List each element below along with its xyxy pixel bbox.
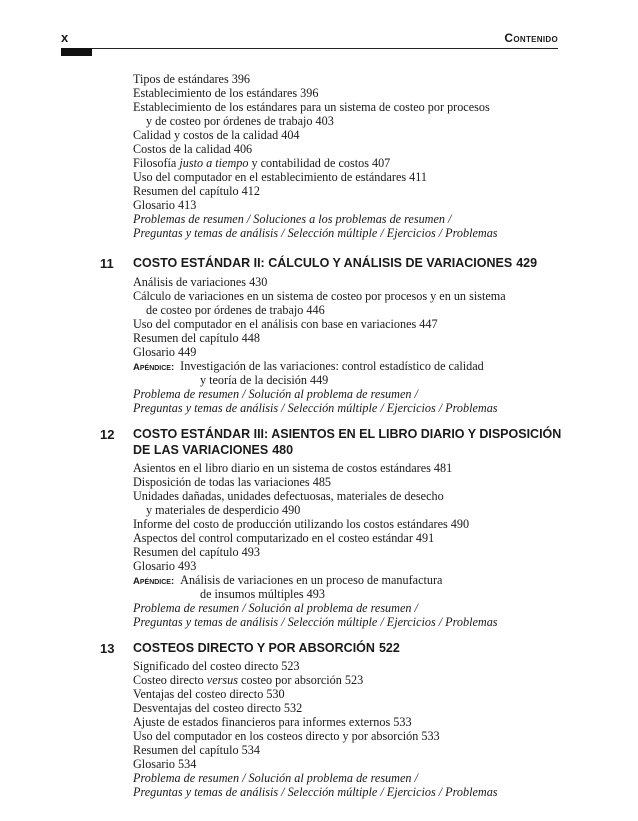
toc-entry: Establecimiento de los estándares para un sistema de costeo por procesos bbox=[133, 100, 490, 114]
toc-entry bbox=[133, 673, 363, 687]
toc-text: costeo por absorción 523 bbox=[237, 673, 364, 687]
toc-entry: Ventajas del costeo directo 530 bbox=[133, 687, 285, 701]
appendix-entry-continued: y teoría de la decisión 449 bbox=[200, 373, 329, 387]
toc-problems-line: Problemas de resumen / Soluciones a los problemas de resumen / bbox=[133, 212, 452, 226]
chapter-page: 429 bbox=[516, 256, 538, 270]
toc-entry-continued: y materiales de desperdicio 490 bbox=[146, 503, 301, 517]
appendix-entry-continued: de insumos múltiples 493 bbox=[200, 587, 325, 601]
page-numeral: x bbox=[61, 30, 69, 45]
toc-entry: Resumen del capítulo 534 bbox=[133, 743, 260, 757]
appendix-text: Análisis de variaciones en un proceso de manufactura bbox=[180, 573, 443, 587]
toc-entry: Informe del costo de producción utilizando los costos estándares 490 bbox=[133, 517, 470, 531]
toc-entry: Calidad y costos de la calidad 404 bbox=[133, 128, 300, 142]
chapter-title-text: COSTEOS DIRECTO Y POR ABSORCIÓN bbox=[133, 641, 375, 655]
toc-entry: Análisis de variaciones 430 bbox=[133, 275, 268, 289]
chapter-title bbox=[133, 640, 400, 656]
toc-problems-line: Preguntas y temas de análisis / Selección múltiple / Ejercicios / Problemas bbox=[133, 785, 498, 799]
chapter-title-text: COSTO ESTÁNDAR II: CÁLCULO Y ANÁLISIS DE VARIACIONES bbox=[133, 256, 513, 270]
toc-entry: Glosario 493 bbox=[133, 559, 197, 573]
toc-text: y contabilidad de costos 407 bbox=[248, 156, 391, 170]
toc-entry: Ajuste de estados financieros para informes externos 533 bbox=[133, 715, 412, 729]
toc-text: Filosofía bbox=[133, 156, 180, 170]
toc-entry: Uso del computador en el análisis con base en variaciones 447 bbox=[133, 317, 438, 331]
chapter-number: 12 bbox=[100, 427, 115, 442]
toc-problems-line: Preguntas y temas de análisis / Selección múltiple / Ejercicios / Problemas bbox=[133, 615, 498, 629]
toc-entry-continued: y de costeo por órdenes de trabajo 403 bbox=[146, 114, 334, 128]
chapter-title bbox=[133, 255, 537, 271]
chapter-title-text: DE LAS VARIACIONES bbox=[133, 443, 269, 457]
chapter-number: 11 bbox=[100, 256, 114, 271]
toc-text-italic: justo a tiempo bbox=[179, 156, 249, 170]
chapter-number: 13 bbox=[100, 641, 115, 656]
toc-entry: Cálculo de variaciones en un sistema de costeo por procesos y en un sistema bbox=[133, 289, 506, 303]
toc-entry: Resumen del capítulo 493 bbox=[133, 545, 260, 559]
toc-entry: Uso del computador en el establecimiento de estándares 411 bbox=[133, 170, 427, 184]
toc-problems-line: Preguntas y temas de análisis / Selección múltiple / Ejercicios / Problemas bbox=[133, 401, 498, 415]
chapter-title-line-2 bbox=[133, 442, 293, 458]
chapter-title-line-1: COSTO ESTÁNDAR III: ASIENTOS EN EL LIBRO DIARIO Y DISPOSICIÓN bbox=[133, 427, 562, 441]
toc-entry: Disposición de todas las variaciones 485 bbox=[133, 475, 332, 489]
toc-entry: Resumen del capítulo 412 bbox=[133, 184, 260, 198]
toc-entry bbox=[133, 156, 390, 170]
running-header: Contenido bbox=[504, 31, 558, 45]
toc-problems-line: Preguntas y temas de análisis / Selección múltiple / Ejercicios / Problemas bbox=[133, 226, 498, 240]
toc-entry-continued: de costeo por órdenes de trabajo 446 bbox=[146, 303, 325, 317]
toc-entry: Costos de la calidad 406 bbox=[133, 142, 253, 156]
toc-text: Costeo directo bbox=[133, 673, 207, 687]
chapter-page: 480 bbox=[272, 443, 294, 457]
toc-problems-line: Problema de resumen / Solución al problema de resumen / bbox=[133, 771, 418, 785]
toc-entry: Glosario 413 bbox=[133, 198, 197, 212]
appendix-label: Apéndice: bbox=[133, 362, 175, 373]
toc-entry: Aspectos del control computarizado en el costeo estándar 491 bbox=[133, 531, 435, 545]
toc-entry: Establecimiento de los estándares 396 bbox=[133, 86, 319, 100]
toc-entry: Glosario 534 bbox=[133, 757, 197, 771]
thumb-tab-marker bbox=[61, 48, 92, 56]
toc-problems-line: Problema de resumen / Solución al problema de resumen / bbox=[133, 601, 418, 615]
toc-entry: Desventajas del costeo directo 532 bbox=[133, 701, 303, 715]
toc-entry: Asientos en el libro diario en un sistema de costos estándares 481 bbox=[133, 461, 453, 475]
toc-entry: Unidades dañadas, unidades defectuosas, materiales de desecho bbox=[133, 489, 444, 503]
chapter-page: 522 bbox=[378, 641, 400, 655]
toc-entry: Resumen del capítulo 448 bbox=[133, 331, 260, 345]
toc-problems-line: Problema de resumen / Solución al problema de resumen / bbox=[133, 387, 418, 401]
header-rule bbox=[61, 48, 558, 49]
toc-entry: Tipos de estándares 396 bbox=[133, 72, 251, 86]
appendix-label: Apéndice: bbox=[133, 576, 175, 587]
toc-entry: Uso del computador en los costeos directo y por absorción 533 bbox=[133, 729, 440, 743]
toc-entry: Glosario 449 bbox=[133, 345, 197, 359]
appendix-text: Investigación de las variaciones: control estadístico de calidad bbox=[180, 359, 484, 373]
toc-entry: Significado del costeo directo 523 bbox=[133, 659, 300, 673]
toc-text-italic: versus bbox=[206, 673, 238, 687]
